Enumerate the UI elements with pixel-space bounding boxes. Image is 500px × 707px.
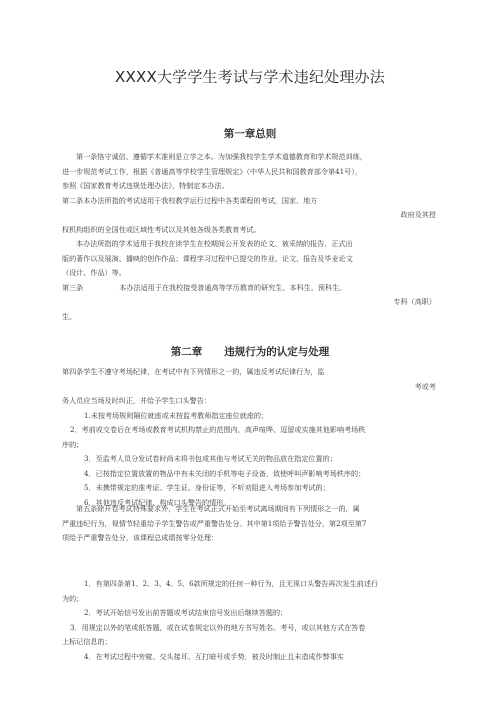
list-item: 1.未按考场规则隔位就座或未按监考教师指定座位就座的； [84,410,269,420]
article-2-line: 政府及其授 [400,210,436,219]
article-1-line: 参照《国家教育考试违规处理办法》，特制定本办法。 [62,181,229,190]
list-item: 为的； [62,593,84,603]
article-5-list [62,577,438,664]
article-5-line: 严重违纪行为，视情节轻重给予学生警告或严重警告处分。其中第1项给予警告处分，第2项至第7 [62,518,367,528]
chapter-2-number: 第二章 [170,346,203,358]
article-2-line: 权机构组织的全国性或区域性考试以及其他各级各类教育考试。 [62,224,261,234]
document-title: XXXX大学学生考试与学术违纪处理办法 [115,68,385,86]
list-item: 4．在考试过程中旁窥、交头接耳、互打暗号或手势，被及时制止且未造成作弊事实 [84,651,344,661]
article-1-line: 第一条恪守诚信、遵循学术准则是立学之本。为加强我校学生学术道德教育和学术规范训练， [76,152,367,161]
article-2-line: 本办法所指的学术适用于我校在读学生在校期间公开发表的论文、被采纳的报告、正式出 [76,239,353,248]
chapter-1-body [62,150,438,324]
list-item: 3．用规定以外的笔或纸答题，或在试卷规定以外的地方书写姓名、考号，或以其他方式在答卷 [70,622,366,632]
article-3-line [62,281,438,296]
list-item: 5．未携带规定的准考证、学生证、身份证等，不听劝阻进入考场参加考试的； [84,483,330,492]
article-4-body [62,365,438,510]
article-1-line: 进一步规范考试工作，根据《普通高等学校学生管理规定》（中华人民共和国教育部令第41号）， [62,166,362,176]
list-item: 4．已按指定位置放置的物品中有未关闭的手机等电子设备，致使呼叫声影响考场秩序的； [84,468,366,478]
article-5-line: 项给予严重警告处分，该课程总成绩按零分处理： [62,533,219,542]
article-4-line: 务人员应当场及时纠正，并给予学生口头警告： [62,396,211,405]
list-item: 2．考试开始信号发出前答题或考试结束信号发出后继续答题的； [84,608,288,617]
article-3-text: 本办法适用于在我校接受普通高等学历教育的研究生、本科生、预科生、 [119,282,347,292]
article-4-line: 第四条学生不遵守考场纪律，在考试中有下列情形之一的，属违反考试纪律行为，监 [62,367,325,376]
article-4-line: 考或考 [414,381,436,391]
article-5-line: 第五条除开卷考试特殊要求外，学生在考试正式开始至考试离场期间有下列情形之一的，属 [76,504,360,513]
list-item: 2．考前或交卷后在考场或教育考试机构禁止的范围内，高声喧哗、逗留或实施其他影响考场秩 [70,425,366,434]
article-3-line: 生。 [62,311,77,321]
article-2-line: 版的著作以及展演、播映的创作作品；课程学习过程中已提交的作业、论文、报告及毕业论文 [62,253,353,263]
list-item: 1．有第四条第1、2、3、4、5、6款所规定的任何一种行为，且无视口头警告再次发生前述行 [84,579,379,588]
chapter-2-heading [0,344,500,359]
chapter-1-heading: 第一章总则 [223,128,277,140]
article-3-label: 第三条 [62,282,84,292]
list-item: 6．其他违反考试纪律、构成口头警告的情形。 [84,497,231,507]
list-item: 上标记信息的； [62,637,112,646]
chapter-2-title: 违规行为的认定与处理 [224,346,330,358]
article-3-line: 专科（高职） [393,297,436,306]
article-2-line: 第二条本办法所指的考试适用于我校教学运行过程中各类课程的考试，国家、地方 [62,195,318,205]
article-5-body [62,502,438,546]
list-item: 序的； [62,439,84,449]
list-item: 3．至监考人员分发试卷时尚未将书包或其他与考试无关的物品放在指定位置的； [84,454,337,463]
article-2-line: （设计、作品）等。 [62,268,126,277]
